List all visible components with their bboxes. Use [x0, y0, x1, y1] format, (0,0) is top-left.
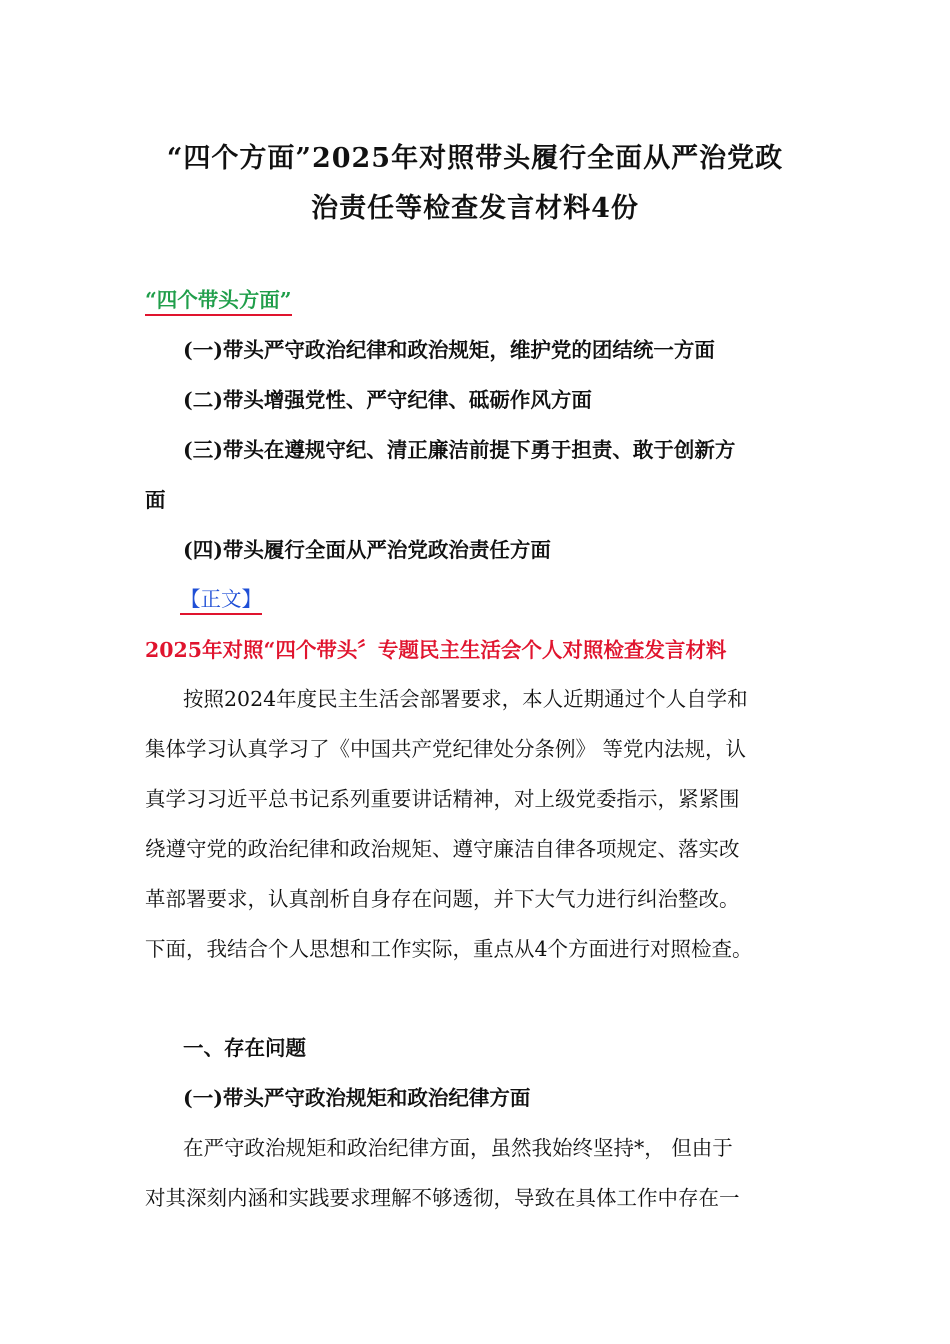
toc-heading-text: “四个带头方面”	[145, 288, 292, 316]
toc-item-1: (一)带头严守政治纪律和政治规矩，维护党的团结统一方面	[183, 338, 715, 362]
paragraph-1-line-5: 革部署要求，认真剖析自身存在问题，并下大气力进行纠治整改。	[145, 887, 740, 911]
toc-item-3-wrap: 面	[145, 488, 166, 512]
section-1-text-line-2: 对其深刻内涵和实践要求理解不够透彻，导致在具体工作中存在一	[145, 1186, 740, 1210]
document-title-line-1: “四个方面”2025年对照带头履行全面从严治党政	[166, 143, 784, 174]
toc-heading	[145, 290, 292, 311]
paragraph-1-line-4: 绕遵守党的政治纪律和政治规矩、遵守廉洁自律各项规定、落实改	[145, 837, 740, 861]
paragraph-1-line-6: 下面，我结合个人思想和工作实际，重点从4个方面进行对照检查。	[145, 937, 753, 961]
toc-item-4: (四)带头履行全面从严治党政治责任方面	[183, 538, 551, 562]
paragraph-1-line-2: 集体学习认真学习了《中国共产党纪律处分条例》 等党内法规，认	[145, 737, 747, 761]
section-1-heading: 一、存在问题	[183, 1036, 306, 1060]
toc-item-2: (二)带头增强党性、严守纪律、砥砺作风方面	[183, 388, 592, 412]
toc-item-3: (三)带头在遵规守纪、清正廉洁前提下勇于担责、敢于创新方	[183, 438, 736, 462]
body-label	[180, 589, 262, 610]
article-title: 2025年对照“四个带头〞专题民主生活会个人对照检查发言材料	[145, 638, 727, 662]
paragraph-1-line-1: 按照2024年度民主生活会部署要求，本人近期通过个人自学和	[183, 687, 748, 711]
section-1-text-line-1: 在严守政治规矩和政治纪律方面，虽然我始终坚持*， 但由于	[183, 1136, 733, 1160]
body-label-text: 【正文】	[180, 587, 262, 615]
section-1-subheading: (一)带头严守政治规矩和政治纪律方面	[183, 1086, 531, 1110]
document-title-line-2: 治责任等检查发言材料4份	[311, 193, 639, 224]
paragraph-1-line-3: 真学习习近平总书记系列重要讲话精神，对上级党委指示，紧紧围	[145, 787, 740, 811]
